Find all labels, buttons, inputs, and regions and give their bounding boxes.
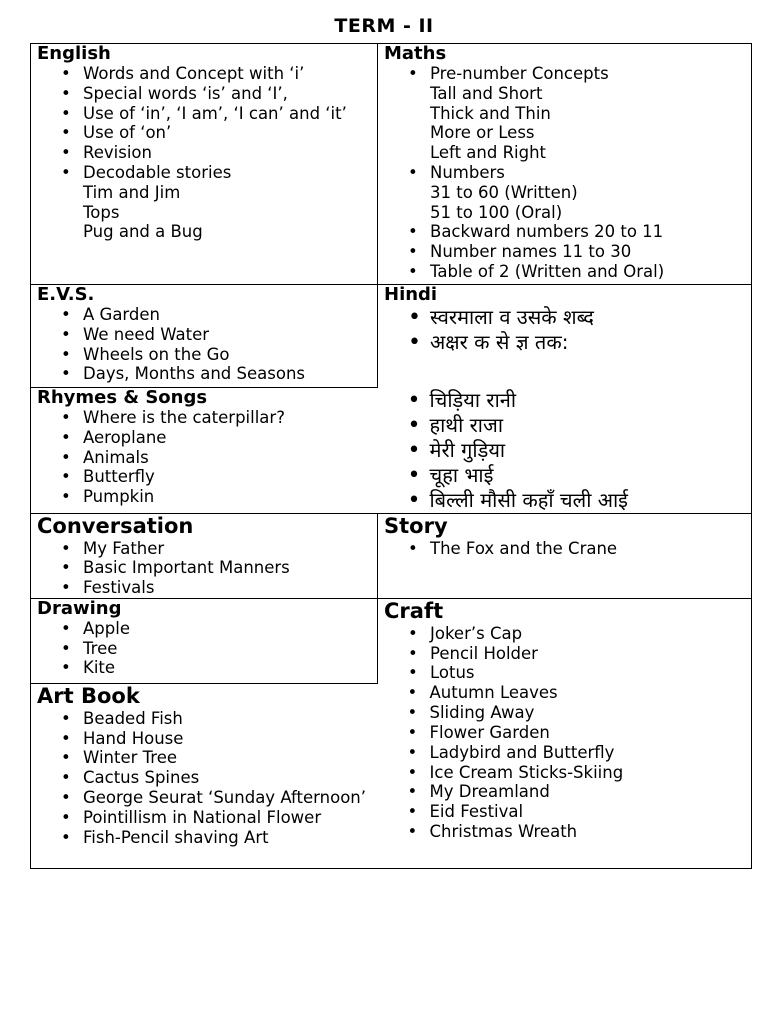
maths-list-3 (384, 222, 745, 281)
list-item: • Pointillism in National Flower (83, 808, 372, 828)
list-item: • Pumpkin (83, 487, 372, 507)
list-item: • मेरी गुड़िया (430, 438, 746, 463)
syllabus-table (30, 43, 752, 869)
evs-list (37, 305, 371, 384)
list-item: • Ice Cream Sticks-Skiing (430, 763, 746, 783)
list-item: • Winter Tree (83, 748, 372, 768)
list-item: • Aeroplane (83, 428, 372, 448)
list-item: • Christmas Wreath (430, 822, 746, 842)
list-item: • Joker’s Cap (430, 624, 745, 644)
list-item: • Ladybird and Butterfly (430, 743, 746, 763)
list-item: • Sliding Away (430, 703, 746, 723)
maths-subitem: 51 to 100 (Oral) (430, 202, 563, 222)
story-cell (378, 513, 752, 598)
list-item: • My Dreamland (430, 782, 746, 802)
list-item: • We need Water (83, 325, 371, 345)
hindi-cell (378, 285, 752, 388)
table-row (31, 44, 752, 285)
list-item: • Pre-number Concepts (430, 64, 745, 84)
list-item: • Where is the caterpillar? (83, 408, 372, 428)
evs-cell (31, 285, 378, 388)
list-item: • Lotus (430, 663, 745, 683)
list-item: • Days, Months and Seasons (83, 364, 371, 384)
table-row (31, 513, 752, 598)
list-item: • Basic Important Manners (83, 558, 371, 578)
list-item: • Fish-Pencil shaving Art (83, 828, 372, 848)
maths-list (384, 64, 745, 84)
list-item: • Revision (83, 143, 371, 163)
drawing-heading: Drawing (37, 598, 122, 619)
list-item: • Wheels on the Go (83, 345, 371, 365)
list-item: • My Father (83, 539, 371, 559)
maths-subitem: Left and Right (430, 143, 547, 163)
craft-heading: Craft (384, 598, 444, 623)
list-item: • Butterfly (83, 467, 372, 487)
evs-heading: E.V.S. (37, 284, 95, 305)
conversation-cell (31, 513, 378, 598)
rhymes-cell (31, 388, 378, 514)
list-item: • Backward numbers 20 to 11 (430, 222, 745, 242)
conversation-heading: Conversation (37, 513, 194, 538)
maths-subitem: More or Less (430, 123, 535, 143)
drawing-cell (31, 598, 378, 683)
list-item: • बिल्ली मौसी कहाँ चली आई (430, 488, 746, 513)
craft-cell-continued (378, 683, 752, 868)
rhymes-heading: Rhymes & Songs (37, 387, 208, 408)
list-item: • Flower Garden (430, 723, 746, 743)
maths-cell (378, 44, 752, 285)
english-list (37, 64, 371, 183)
list-item: • George Seurat ‘Sunday Afternoon’ (83, 788, 372, 808)
list-item: • Cactus Spines (83, 768, 372, 788)
maths-list-2 (384, 163, 745, 183)
list-item: • Table of 2 (Written and Oral) (430, 262, 745, 282)
story-subitem: Tops (83, 202, 120, 222)
list-item: • A Garden (83, 305, 371, 325)
conversation-list (37, 539, 371, 598)
list-item: • Beaded Fish (83, 709, 372, 729)
english-cell (31, 44, 378, 285)
story-subitem: Pug and a Bug (83, 222, 203, 242)
story-subitem: Tim and Jim (83, 182, 181, 202)
list-item: • Number names 11 to 30 (430, 242, 745, 262)
list-item: • Hand House (83, 729, 372, 749)
list-item: • The Fox and the Crane (430, 539, 745, 559)
artbook-list (37, 709, 372, 848)
list-item: • Pencil Holder (430, 644, 745, 664)
list-item: • Autumn Leaves (430, 683, 746, 703)
hindi-rhymes-list (384, 388, 746, 513)
list-item: • Use of ‘on’ (83, 123, 371, 143)
hindi-heading: Hindi (384, 284, 438, 305)
table-row (31, 683, 752, 868)
list-item: • चिड़िया रानी (430, 388, 746, 413)
list-item: • Festivals (83, 578, 371, 598)
table-row (31, 285, 752, 388)
maths-heading: Maths (384, 43, 447, 64)
artbook-heading: Art Book (37, 683, 140, 708)
list-item: • Tree (83, 639, 371, 659)
list-item: • Words and Concept with ‘i’ (83, 64, 371, 84)
page-title: TERM - II (334, 15, 434, 37)
table-row (31, 598, 752, 683)
english-heading: English (37, 43, 111, 64)
list-item: • Decodable stories (83, 163, 371, 183)
artbook-cell (31, 683, 378, 868)
list-item: • अक्षर क से ज्ञ तक: (430, 330, 745, 355)
list-item: • Use of ‘in’, ‘I am’, ‘I can’ and ‘it’ (83, 104, 371, 124)
list-item: • Special words ‘is’ and ‘I’, (83, 84, 371, 104)
hindi-rhymes-cell (378, 388, 752, 514)
list-item: • Numbers (430, 163, 745, 183)
table-row (31, 388, 752, 514)
list-item: • Kite (83, 658, 371, 678)
craft-list-bottom (384, 683, 746, 841)
list-item: • Eid Festival (430, 802, 746, 822)
maths-subitem: 31 to 60 (Written) (430, 182, 578, 202)
drawing-list (37, 619, 371, 678)
maths-subitem: Thick and Thin (430, 103, 551, 123)
story-heading: Story (384, 513, 448, 538)
rhymes-list (37, 408, 372, 507)
craft-cell (378, 598, 752, 683)
list-item: • Apple (83, 619, 371, 639)
craft-list-top (384, 624, 745, 683)
story-list (384, 539, 745, 559)
list-item: • Animals (83, 448, 372, 468)
list-item: • हाथी राजा (430, 413, 746, 438)
list-item: • स्वरमाला व उसके शब्द (430, 305, 745, 330)
list-item: • चूहा भाई (430, 463, 746, 488)
hindi-list (384, 305, 745, 355)
maths-subitem: Tall and Short (430, 83, 543, 103)
